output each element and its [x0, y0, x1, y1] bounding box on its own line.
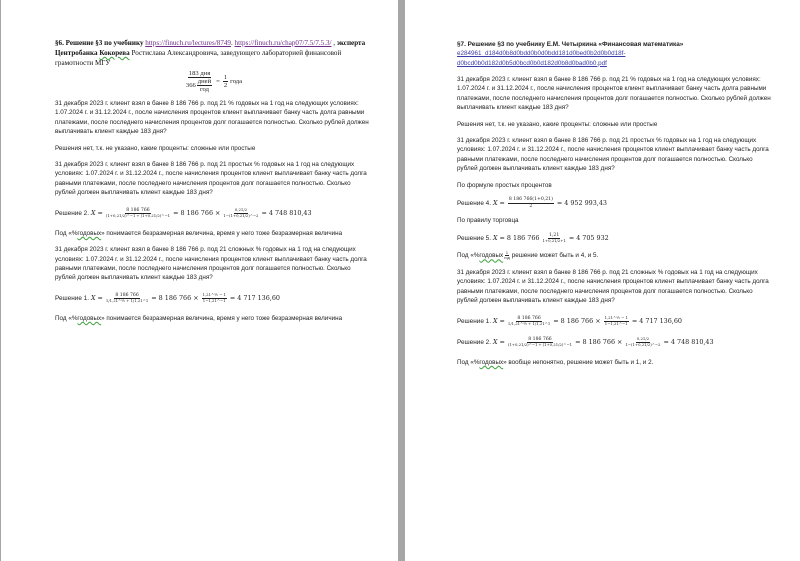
heading-title: §7. Решение §3 по учебнику Е.М. Четыркина «Финансовая математика»	[457, 41, 684, 48]
heading-dot: .	[230, 39, 233, 47]
solution-5-formula	[457, 233, 774, 244]
merchant-fraction	[542, 233, 565, 244]
annuity-denominator: 1−1,21^−1	[604, 320, 628, 326]
per-year-num: 1	[505, 250, 508, 255]
solution-label: Решение 2.	[55, 209, 89, 217]
expert-position: Александровича, заведующего лабораторией финансовой грамотности МГУ	[55, 49, 342, 67]
plus-sign: +	[538, 342, 542, 348]
year-label: год	[199, 86, 209, 93]
growth-factor: 1,21	[549, 232, 560, 238]
note-prefix: Под «%	[457, 359, 480, 367]
note-text	[55, 314, 372, 323]
pdf-link-line-2[interactable]: d0bcd0b0d182d0b5d0bcd0b0d182d0b8d0bad0b0.pdf	[457, 59, 607, 67]
note-keyword: годовых	[479, 252, 504, 260]
years-unit: года	[230, 78, 243, 85]
simple-fraction	[508, 197, 554, 209]
per-year-fraction	[504, 251, 510, 261]
note-text	[457, 251, 774, 261]
principal: 8 186 766	[528, 336, 552, 342]
pdf-link[interactable]	[457, 49, 774, 68]
discount-term-1: (1+0,21/2)^−1	[105, 213, 136, 219]
payment-fraction	[508, 316, 550, 327]
variable-x: X	[90, 294, 96, 303]
variable-x: X	[492, 234, 498, 243]
variable-x: X	[492, 199, 498, 208]
simple-formula-title: По формуле простых процентов	[457, 181, 552, 189]
solution-result: = 4 705 932	[568, 234, 609, 243]
payment-fraction	[106, 293, 148, 304]
equals-sign: =	[499, 199, 505, 208]
rate-half: 0,21/2	[234, 207, 248, 213]
solution-2-formula	[55, 208, 372, 219]
discount-term-2: (1+0,21/2)^−1	[140, 213, 171, 219]
variable-x: X	[492, 338, 498, 347]
growth-term: 1,21^½ − 1	[604, 315, 628, 321]
equals-sign: =	[499, 338, 505, 347]
document-page-right	[405, 0, 800, 561]
per-year-den: год	[504, 256, 510, 261]
solution-label: Решение 4.	[457, 199, 491, 207]
days-numerator: 183 дня	[188, 70, 211, 77]
page-content	[457, 40, 774, 367]
note-keyword: годовых	[77, 229, 102, 237]
discount-sum: 1/1,21^½ + 1/1,21^1	[507, 321, 551, 327]
solution-result: = 4 748 810,43	[663, 338, 714, 347]
multiplier-text: = 8 186 766 ×	[575, 338, 623, 347]
days-label: дней	[197, 78, 212, 85]
solution-result: = 4 717 136,60	[229, 294, 280, 303]
variable-x: X	[492, 317, 498, 326]
note-prefix: Под «%	[457, 252, 480, 260]
note-body: » понимается безразмерная величина, время у него тоже безразмерная величина	[101, 229, 343, 237]
solution-label: Решение 2.	[457, 338, 491, 346]
section-heading	[457, 40, 774, 49]
solution-result: = 4 717 136,60	[631, 317, 682, 326]
annuity-denominator: 1−(1+0,21/2)^−2	[625, 341, 661, 347]
solution-label: Решение 5.	[457, 234, 491, 242]
multiplier-text: = 8 186 766 ×	[553, 317, 601, 326]
note-keyword: годовых	[77, 315, 102, 323]
half-denominator: 2	[223, 82, 228, 89]
principal: 8 186 766	[126, 207, 150, 213]
days-denominator: 366	[185, 82, 196, 89]
payment-fraction	[106, 208, 170, 219]
expert-first-name: Ростислава	[131, 49, 166, 57]
annuity-fraction	[223, 208, 258, 218]
heading-title: §6. Решение §3 по учебнику	[55, 39, 144, 47]
note-keyword: годовых	[479, 359, 504, 367]
simple-interest-problem: 31 декабря 2023 г. клиент взял в банке 8 186 766 р. под 21 простых % годовых на 1 год на следующих условиях: 1.07.2024 г. и 31.12.2024 г., после начисления процентов клиент выплачивает банку часть долга равными платежами, после последнего начисления процентов долг погашается полностью. Сколько рублей должен выплачивать клиент каждые 183 дня?	[55, 161, 367, 197]
solution-label: Решение 1.	[457, 317, 491, 325]
half-numerator: 1	[223, 74, 228, 81]
payment-fraction	[508, 337, 572, 348]
payments-count: 2	[529, 203, 533, 209]
annuity-denominator: 1−(1+0,21/2)^−2	[223, 212, 259, 218]
plus-sign: +	[136, 213, 140, 219]
principal-text: = 8 186 766	[499, 234, 540, 243]
note-body: » вообще непонятно, решение может быть и 1, и 2.	[503, 359, 654, 367]
days-per-year	[197, 78, 212, 93]
discount-term-2: (1+0,21/2)^−1	[542, 342, 573, 348]
principal: 8 186 766	[517, 315, 541, 321]
chapter-link[interactable]: https://finuch.ru/chap07/7.5/7.5.3/	[234, 39, 332, 47]
equals-sign: =	[216, 78, 220, 85]
solution-1-formula	[55, 293, 372, 304]
problem-text: 31 декабря 2023 г. клиент взял в банке 8 186 766 р. под 21 % годовых на 1 год на следующих условиях: 1.07.2024 г. и 31.12.2024 г., после начисления процентов клиент выплачивает банку часть долга равными платежами, после последнего начисления процентов долг погашается полностью. Сколько рублей должен выплачивать клиент каждые 183 дня?	[55, 100, 369, 136]
solution-2-formula	[457, 337, 774, 348]
compound-interest-problem: 31 декабря 2023 г. клиент взял в банке 8 186 766 р. под 21 сложных % годовых на 1 год на следующих условиях: 1.07.2024 г. и 31.12.2024 г., после начисления процентов клиент выплачивает банку часть долга равными платежами, после последнего начисления процентов долг погашается полностью. Сколько рублей должен выплачивать клиент каждые 183 дня?	[55, 246, 367, 282]
problem-text: 31 декабря 2023 г. клиент взял в банке 8 186 766 р. под 21 % годовых на 1 год на следующих условиях: 1.07.2024 г. и 31.12.2024 г., после начисления процентов клиент выплачивает банку часть долга равными платежами, после последнего начисления процентов долг погашается полностью. Сколько рублей должен выплачивать клиент каждые 183 дня?	[457, 76, 771, 112]
section-heading	[55, 38, 372, 68]
merchant-rule-title: По правилу торговца	[457, 217, 519, 225]
no-solution-text: Решения нет, т.к. не указано, какие проценты: сложные или простые	[55, 144, 256, 152]
heading-sep: ,	[333, 39, 336, 47]
discount-term-1: (1+0,21/2)^−1	[507, 342, 538, 348]
rate-half: 0,21/2	[636, 336, 650, 342]
principal: 8 186 766	[115, 292, 139, 298]
multiplier-text: = 8 186 766 ×	[173, 209, 221, 218]
solution-1-formula	[457, 316, 774, 327]
no-solution-text: Решения нет, т.к. не указано, какие проценты: сложные или простые	[457, 120, 658, 128]
solution-4-formula	[457, 197, 774, 209]
note-prefix: Под «%	[55, 315, 78, 323]
annuity-denominator: 1−1,21^−1	[202, 297, 226, 303]
note-body: » понимается безразмерная величина, время у него тоже безразмерная величина	[101, 315, 343, 323]
note-text	[457, 358, 774, 367]
equals-sign: =	[97, 294, 103, 303]
annuity-fraction	[604, 316, 629, 326]
multiplier-text: = 8 186 766 ×	[151, 294, 199, 303]
half-fraction	[223, 74, 228, 89]
growth-term: 1,21^½ − 1	[202, 292, 226, 298]
equals-sign: =	[499, 317, 505, 326]
merchant-denominator: 1+0,21/2+1	[542, 238, 566, 244]
pdf-link-line-1[interactable]: e284961_d184d0b8d0bdd0b0d0bdd181d0bed0b2d0b0d18f-	[457, 50, 626, 58]
note-text	[55, 229, 372, 238]
annuity-fraction	[625, 337, 660, 347]
lecture-link[interactable]: https://finuch.ru/lectures/8749	[145, 39, 231, 47]
days-formula	[55, 70, 372, 93]
solution-label: Решение 1.	[55, 294, 89, 302]
days-fraction	[186, 70, 213, 93]
variable-x: X	[90, 209, 96, 218]
expert-prefix: эксперта Центробанка	[55, 39, 366, 57]
document-page-left	[1, 0, 398, 561]
accrued-amount: 8 186 766(1+0,21)	[508, 197, 553, 203]
solution-result: = 4 952 993,43	[556, 199, 607, 208]
simple-interest-problem: 31 декабря 2023 г. клиент взял в банке 8 186 766 р. под 21 простых % годовых на 1 год на следующих условиях: 1.07.2024 г. и 31.12.2024 г., после начисления процентов клиент выплачивает банку часть долга равными платежами, после последнего начисления процентов долг погашается полностью. Сколько рублей должен выплачивать клиент каждые 183 дня?	[457, 137, 769, 173]
page-content	[55, 38, 372, 323]
note-prefix: Под «%	[55, 229, 78, 237]
compound-interest-problem: 31 декабря 2023 г. клиент взял в банке 8 186 766 р. под 21 сложных % годовых на 1 год на следующих условиях: 1.07.2024 г. и 31.12.2024 г., после начисления процентов клиент выплачивает банку часть долга равными платежами, после последнего начисления процентов долг погашается полностью. Сколько рублей должен выплачивать клиент каждые 183 дня?	[457, 269, 769, 305]
equals-sign: =	[97, 209, 103, 218]
expert-name: Кокорева	[99, 49, 130, 57]
solution-result: = 4 748 810,43	[261, 209, 312, 218]
discount-sum: 1/1,21^½ + 1/1,21^1	[105, 298, 149, 304]
annuity-fraction	[202, 293, 227, 303]
note-body: решение может быть и 4, и 5.	[511, 252, 599, 260]
